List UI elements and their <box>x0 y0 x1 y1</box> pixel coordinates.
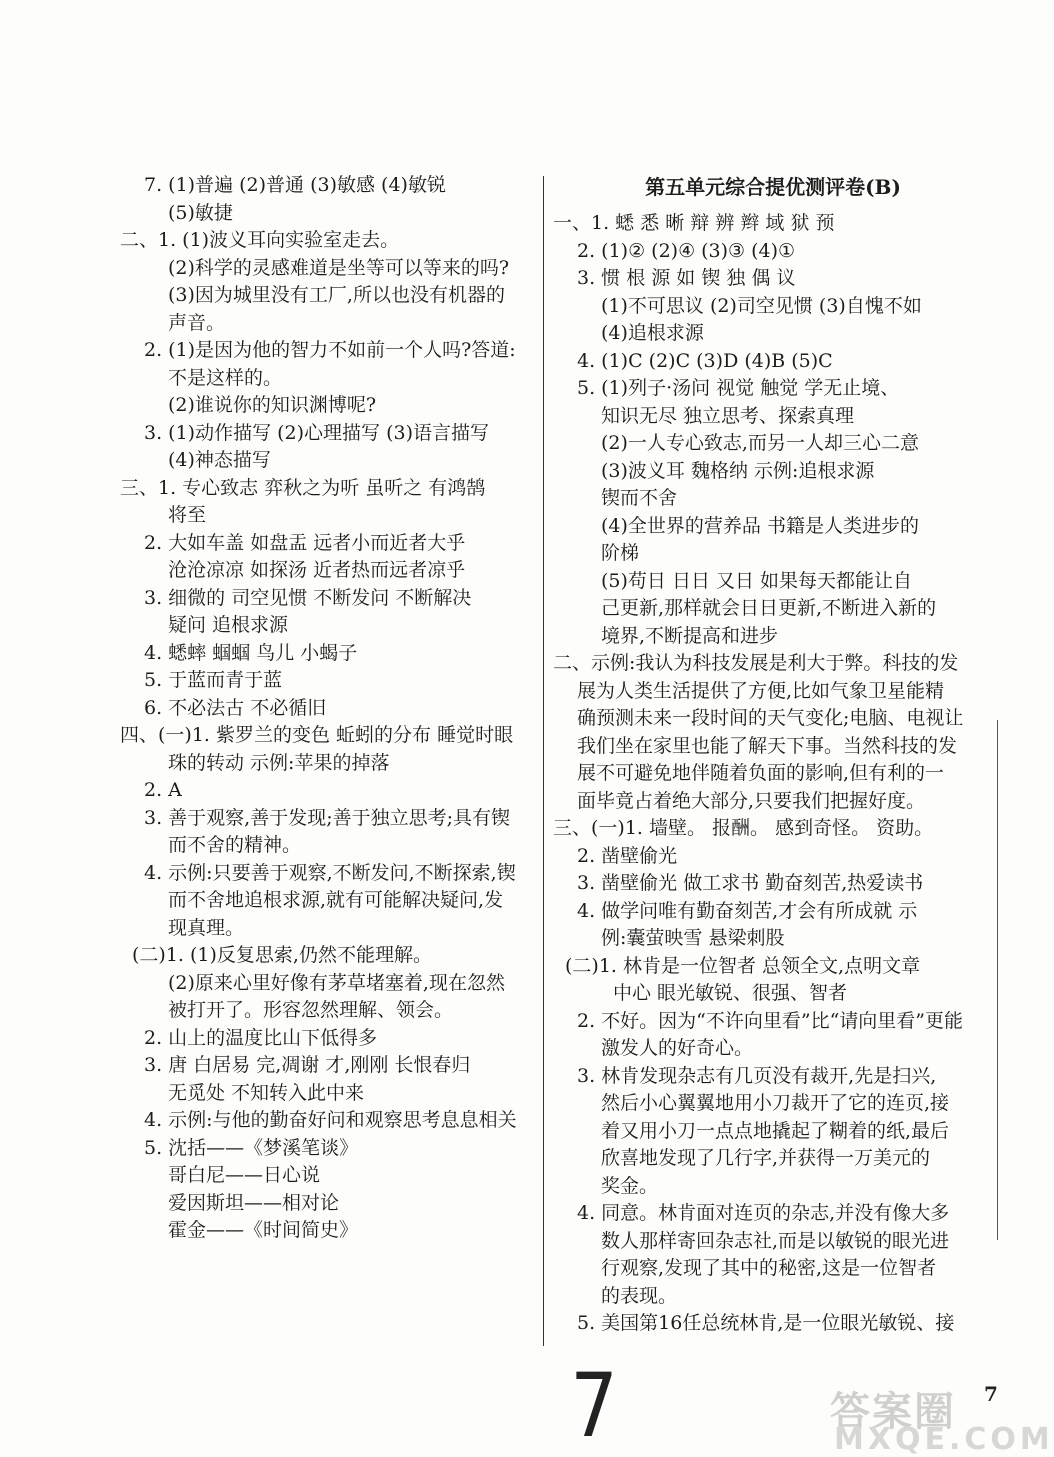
answer-line: 展为人类生活提供了方便,比如气象卫星能精 <box>577 679 945 702</box>
answer-line: 我们坐在家里也能了解天下事。当然科技的发 <box>577 734 958 757</box>
answer-line: 2. A <box>144 779 182 801</box>
answer-line: (4)全世界的营养品 书籍是人类进步的 <box>601 514 919 537</box>
answer-line: 4. 做学问唯有勤奋刻苦,才会有所成就 示 <box>577 899 918 922</box>
answer-line: (4)神态描写 <box>168 449 271 471</box>
answer-line: 3. 林肯发现杂志有几页没有裁开,先是扫兴, <box>577 1064 937 1087</box>
answer-line: (1)不可思议 (2)司空见惯 (3)自愧不如 <box>601 294 922 317</box>
answer-line: 5. (1)列子·汤问 视觉 触觉 学无止境、 <box>577 377 900 399</box>
answer-line: 行观察,发现了其中的秘密,这是一位智者 <box>601 1257 937 1279</box>
answer-line: 数人那样寄回杂志社,而是以敏锐的眼光进 <box>601 1229 950 1252</box>
answer-line: 2. 凿壁偷光 <box>577 844 678 867</box>
answer-line: 一、1. 蟋 悉 晰 辩 辨 辫 域 狱 预 <box>553 212 835 234</box>
answer-line: (3)波义耳 魏格纳 示例:追根求源 <box>601 459 875 482</box>
answer-line: 而不舍的精神。 <box>168 834 302 856</box>
page-number: 7 <box>984 1382 998 1406</box>
answer-line: 三、(一)1. 墙壁。 报酬。 感到奇怪。 资助。 <box>553 817 934 839</box>
answer-line: 将至 <box>168 504 207 526</box>
answer-line: 然后小心翼翼地用小刀裁开了它的连页,接 <box>601 1092 950 1114</box>
answer-line: 3. 唐 白居易 完,凋谢 才,刚刚 长恨春归 <box>144 1054 471 1076</box>
answer-line: 4. 同意。林肯面对连页的杂志,并没有像大多 <box>577 1202 950 1224</box>
answer-line: 二、1. (1)波义耳向实验室走去。 <box>120 229 400 251</box>
answer-line: 4. 示例:与他的勤奋好问和观察思考息息相关 <box>144 1109 517 1131</box>
watermark-logo <box>800 1380 1054 1457</box>
answer-line: 6. 不必法古 不必循旧 <box>144 696 327 719</box>
watermark-text: 答案圈 <box>830 1389 956 1435</box>
right-answer-column <box>553 172 993 1338</box>
answer-line: 激发人的好奇心。 <box>601 1037 754 1059</box>
answer-line: (2)谁说你的知识渊博呢? <box>168 394 377 416</box>
answer-line: 被打开了。形容忽然理解、领会。 <box>168 999 454 1021</box>
answer-line: 声音。 <box>168 311 226 334</box>
answer-line: 知识无尽 独立思考、探索真理 <box>601 404 855 427</box>
answer-line: (二)1. 林肯是一位智者 总领全文,点明文章 <box>565 954 921 977</box>
answer-line: 4. 蟋蟀 蝈蝈 鸟儿 小蝎子 <box>144 641 358 664</box>
answer-line: (4)追根求源 <box>601 322 704 344</box>
answer-line: 境界,不断提高和进步 <box>601 624 779 647</box>
handwritten-page-mark: 7 <box>570 1354 618 1457</box>
answer-line: (5)敏捷 <box>168 201 233 224</box>
answer-line: 5. 沈括——《梦溪笔谈》 <box>144 1136 359 1159</box>
answer-line: 2. (1)是因为他的智力不如前一个人吗?答道: <box>144 339 516 361</box>
right-edge-line <box>997 720 998 1240</box>
answer-line: 霍金——《时间简史》 <box>168 1219 359 1241</box>
answer-line: 例:囊萤映雪 悬梁刺股 <box>601 927 785 949</box>
answer-line: 3. 惯 根 源 如 锲 独 偶 议 <box>577 267 796 289</box>
answer-line: 5. 于蓝而青于蓝 <box>144 669 283 691</box>
answer-line: 中心 眼光敏锐、很强、智者 <box>613 982 848 1004</box>
answer-line: 爱因斯坦——相对论 <box>168 1191 340 1214</box>
answer-line: (5)苟日 日日 又日 如果每天都能让自 <box>601 569 913 592</box>
watermark-url: MXQE.COM <box>834 1422 1054 1457</box>
answer-line: 确预测未来一段时间的天气变化;电脑、电视让 <box>577 707 964 729</box>
answer-line: 着又用小刀一点点地撬起了糊着的纸,最后 <box>601 1119 950 1142</box>
answer-line: 无觅处 不知转入此中来 <box>168 1081 365 1104</box>
answer-line: 面毕竟占着绝大部分,只要我们把握好度。 <box>577 789 926 812</box>
answer-line: (2)科学的灵感难道是坐等可以等来的吗? <box>168 256 510 279</box>
answer-line: 沧沧凉凉 如探汤 近者热而远者凉乎 <box>168 559 466 581</box>
answer-line: 7. (1)普遍 (2)普通 (3)敏感 (4)敏锐 <box>144 174 446 196</box>
answer-line: 不是这样的。 <box>168 366 283 389</box>
answer-line: 3. (1)动作描写 (2)心理描写 (3)语言描写 <box>144 421 489 444</box>
answer-line: 珠的转动 示例:苹果的掉落 <box>168 751 390 774</box>
answer-line: 2. 不好。因为“不许向里看”比“请向里看”更能 <box>577 1009 964 1032</box>
answer-line: 己更新,那样就会日日更新,不断进入新的 <box>601 597 937 619</box>
answer-line: 二、示例:我认为科技发展是利大于弊。科技的发 <box>553 652 959 674</box>
answer-line: 奖金。 <box>601 1174 659 1197</box>
answer-line: 哥白尼——日心说 <box>168 1164 321 1186</box>
answer-line: 四、(一)1. 紫罗兰的变色 蚯蚓的分布 睡觉时眼 <box>120 724 514 746</box>
answer-line: 2. (1)② (2)④ (3)③ (4)① <box>577 239 796 262</box>
answer-line: 3. 凿壁偷光 做工求书 勤奋刻苦,热爱读书 <box>577 872 924 894</box>
answer-line: 3. 细微的 司空见惯 不断发问 不断解决 <box>144 586 472 609</box>
answer-line: 疑问 追根求源 <box>168 614 289 636</box>
answer-line: 的表现。 <box>601 1284 678 1307</box>
answer-line: 3. 善于观察,善于发现;善于独立思考;具有锲 <box>144 806 511 829</box>
answer-line: 而不舍地追根求源,就有可能解决疑问,发 <box>168 889 504 911</box>
answer-line: (2)一人专心致志,而另一人却三心二意 <box>601 432 919 454</box>
column-divider <box>543 176 544 1346</box>
answer-line: 阶梯 <box>601 542 640 564</box>
answer-line: 锲而不舍 <box>601 487 678 509</box>
answer-line: (3)因为城里没有工厂,所以也没有机器的 <box>168 284 505 306</box>
answer-line: 展不可避免地伴随着负面的影响,但有利的一 <box>577 762 945 784</box>
answer-line: 欣喜地发现了几行字,并获得一万美元的 <box>601 1147 931 1169</box>
left-answer-column <box>120 172 540 1245</box>
answer-line: 三、1. 专心致志 弈秋之为听 虽听之 有鸿鹄 <box>120 476 486 499</box>
answer-line: 4. (1)C (2)C (3)D (4)B (5)C <box>577 349 833 372</box>
answer-line: 2. 大如车盖 如盘盂 远者小而近者大乎 <box>144 531 466 554</box>
answer-line: 4. 示例:只要善于观察,不断发问,不断探索,锲 <box>144 861 516 884</box>
answer-line: 5. 美国第16任总统林肯,是一位眼光敏锐、接 <box>577 1312 955 1334</box>
section-title: 第五单元综合提优测评卷(B) <box>645 175 901 199</box>
answer-line: 2. 山上的温度比山下低得多 <box>144 1026 378 1049</box>
right-lines <box>553 210 993 1338</box>
answer-line: (二)1. (1)反复思索,仍然不能理解。 <box>132 944 432 966</box>
answer-line: 现真理。 <box>168 916 245 939</box>
answer-line: (2)原来心里好像有茅草堵塞着,现在忽然 <box>168 971 505 994</box>
